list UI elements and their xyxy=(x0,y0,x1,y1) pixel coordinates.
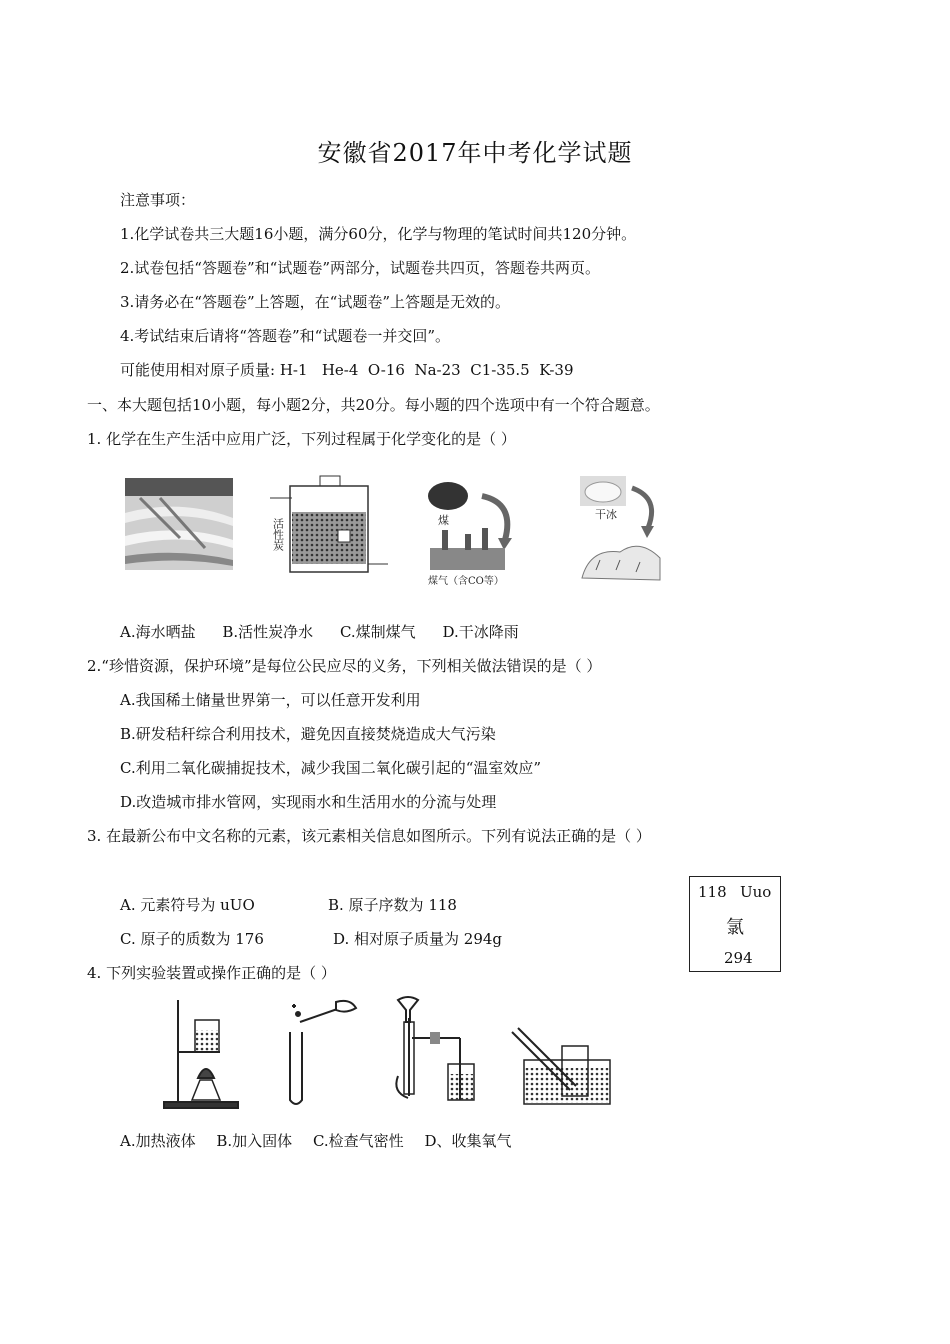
option-c: C.检查气密性 xyxy=(312,1132,404,1150)
question-1-stem: 1. 化学在生产生活中应用广泛，下列过程属于化学变化的是（ ） xyxy=(87,430,516,448)
option-a: A. 元素符号为 uUO xyxy=(120,896,255,914)
option-c: C. 原子的质数为 176 xyxy=(120,930,264,948)
option-b: B.活性炭净水 xyxy=(222,623,314,641)
element-card xyxy=(689,876,781,972)
gas-label: 煤气（含CO等） xyxy=(428,576,504,587)
heating-liquid-apparatus xyxy=(164,1000,238,1108)
option-c: C.利用二氧化碳捕捉技术，减少我国二氧化碳引起的“温室效应” xyxy=(120,759,542,777)
question-2-stem: 2.“珍惜资源，保护环境”是每位公民应尽的义务，下列相关做法错误的是（ ） xyxy=(87,657,602,675)
notice-item: 1.化学试卷共三大题16小题，满分60分，化学与物理的笔试时间共120分钟。 xyxy=(120,225,637,243)
question-4-options xyxy=(120,1131,534,1151)
charcoal-filter-image xyxy=(270,476,388,572)
option-a: A.加热液体 xyxy=(120,1132,196,1150)
option-c: C.煤制煤气 xyxy=(339,623,416,641)
option-b: B.研发秸秆综合利用技术，避免因直接焚烧造成大气污染 xyxy=(120,725,496,743)
option-d: D、收集氧气 xyxy=(424,1132,512,1150)
option-d: D. 相对原子质量为 294g xyxy=(333,930,503,948)
option-a: A.海水晒盐 xyxy=(120,623,196,641)
atomic-masses: 可能使用相对原子质量: H-1 He-4 O-16 Na-23 C1-35.5 K-39 xyxy=(120,361,574,379)
atomic-number: 118 xyxy=(698,883,727,901)
option-d: D.改造城市排水管网，实现雨水和生活用水的分流与处理 xyxy=(120,793,497,811)
collecting-oxygen-apparatus xyxy=(512,1028,610,1104)
question-3-stem: 3. 在最新公布中文名称的元素，该元素相关信息如图所示。下列有说法正确的是（ ） xyxy=(87,827,651,845)
option-b: B. 原子序数为 118 xyxy=(328,896,457,914)
coal-label: 煤 xyxy=(438,514,449,527)
question-4-figure xyxy=(150,992,620,1112)
option-b: B.加入固体 xyxy=(216,1132,293,1150)
coal-gas-image xyxy=(428,482,512,587)
question-4-stem: 4. 下列实验装置或操作正确的是（ ） xyxy=(87,964,336,982)
dry-ice-label: 干冰 xyxy=(595,508,617,521)
element-symbol: Uuo xyxy=(740,883,772,901)
notice-heading: 注意事项： xyxy=(120,191,196,209)
dry-ice-image xyxy=(580,476,660,580)
notice-item: 3.请务必在“答题卷”上答题，在“试题卷”上答题是无效的。 xyxy=(120,293,510,311)
option-d: D.干冰降雨 xyxy=(442,623,519,641)
adding-solid-apparatus xyxy=(290,1001,356,1104)
option-a: A.我国稀土储量世界第一，可以任意开发利用 xyxy=(120,691,421,709)
notice-item: 4.考试结束后请将“答题卷”和“试题卷一并交回”。 xyxy=(120,327,450,345)
page-title: 安徽省2017年中考化学试题 xyxy=(317,139,633,167)
gas-tightness-apparatus xyxy=(396,997,474,1100)
question-1-options xyxy=(120,622,541,642)
atomic-mass: 294 xyxy=(724,949,753,967)
element-name: 氯 xyxy=(726,917,744,938)
question-1-figure xyxy=(120,468,680,592)
charcoal-label: 活性炭 xyxy=(271,518,285,551)
notice-item: 2.试卷包括“答题卷”和“试题卷”两部分，试题卷共四页，答题卷共两页。 xyxy=(120,259,600,277)
section-heading: 一、本大题包括10小题，每小题2分，共20分。每小题的四个选项中有一个符合题意。 xyxy=(87,396,660,414)
salt-pan-image xyxy=(125,478,233,570)
